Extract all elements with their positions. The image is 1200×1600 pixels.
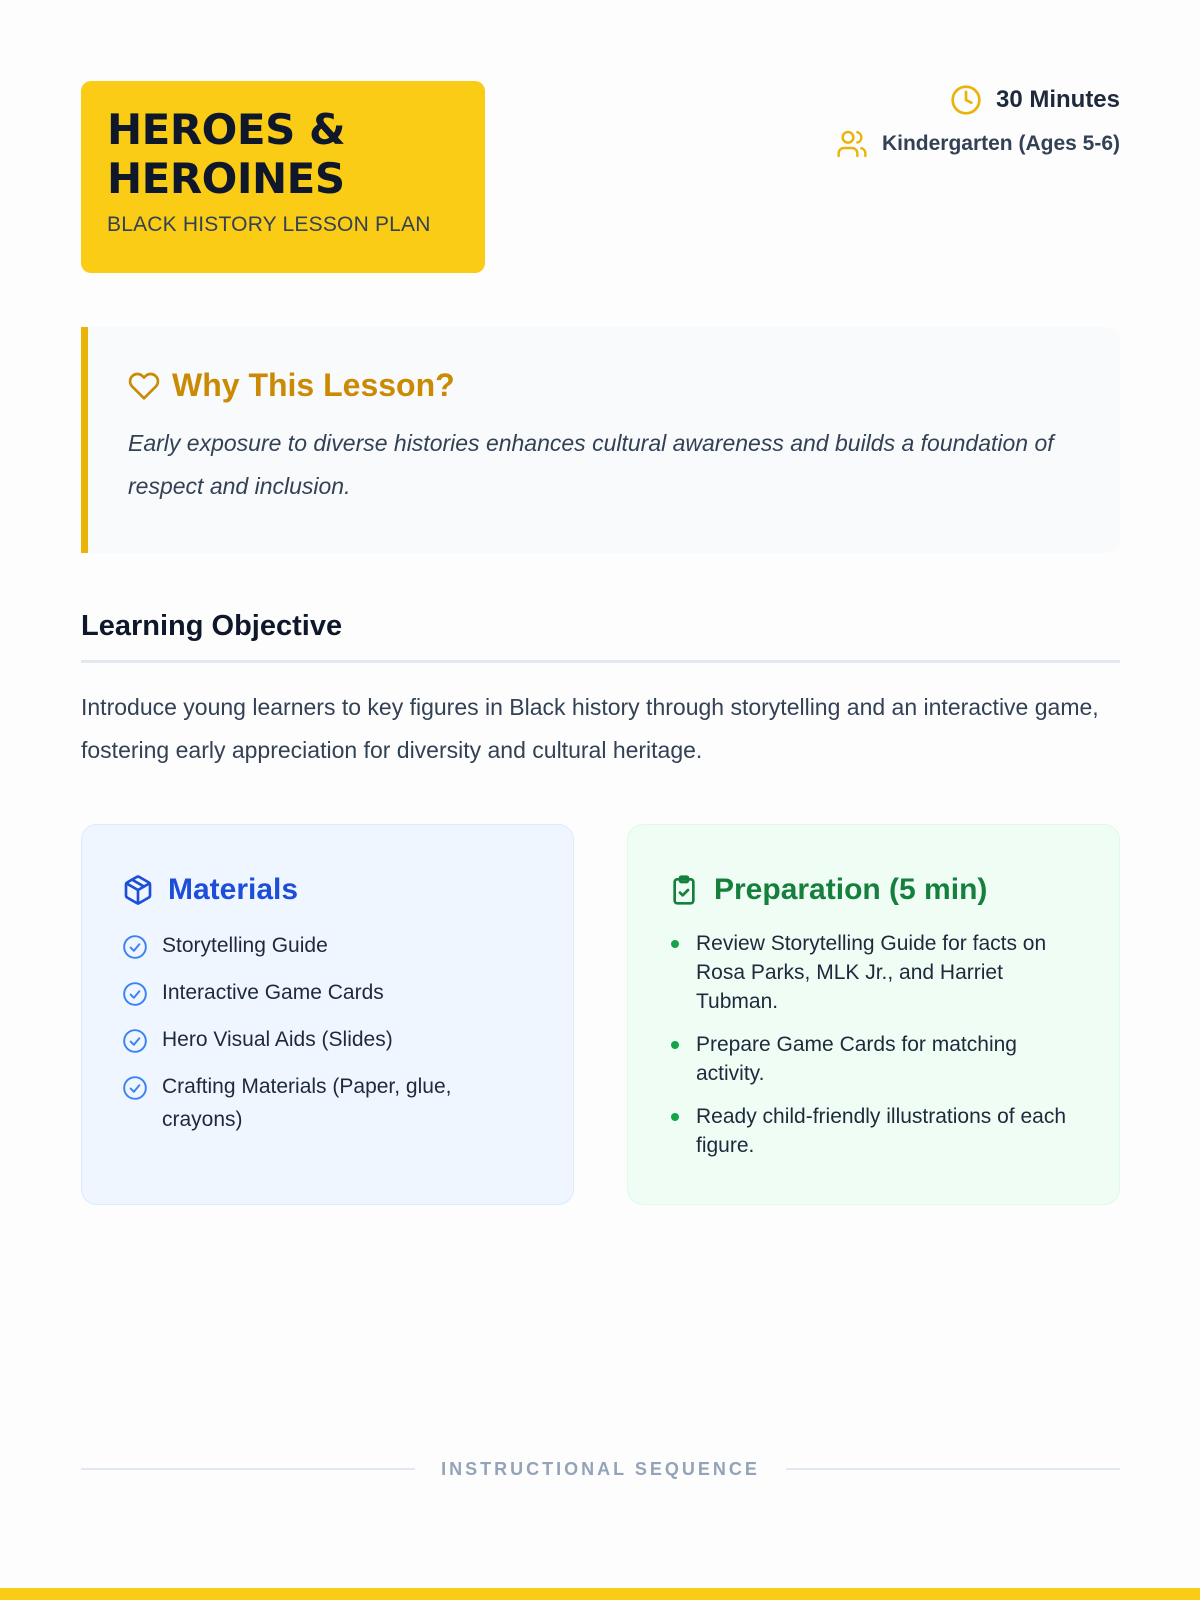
lesson-meta <box>836 84 1120 160</box>
divider-line-left <box>81 1468 415 1470</box>
materials-list <box>122 929 533 1136</box>
objective-text: Introduce young learners to key figures in Black history through storytelling and an interactive game, fostering early appreciation for diversity and cultural heritage. <box>81 694 1099 763</box>
lesson-title-line-1: HEROES & <box>107 105 346 154</box>
bullet-dot <box>671 1041 679 1049</box>
check-circle-icon <box>122 1028 148 1054</box>
preparation-list <box>668 929 1079 1160</box>
grade-text: Kindergarten (Ages 5-6) <box>881 132 1120 155</box>
bullet-dot <box>671 940 679 948</box>
objective-divider <box>81 660 1120 663</box>
material-text: Crafting Materials (Paper, glue, crayons) <box>162 1075 452 1131</box>
check-circle-icon <box>122 981 148 1007</box>
list-item <box>668 929 1079 1016</box>
material-text: Interactive Game Cards <box>162 981 384 1004</box>
bottom-accent-bar <box>0 1588 1200 1600</box>
sequence-label: INSTRUCTIONAL SEQUENCE <box>441 1458 760 1479</box>
divider-line-right <box>786 1468 1120 1470</box>
grade-row <box>836 128 1120 160</box>
bullet-dot <box>671 1113 679 1121</box>
title-box <box>81 81 485 273</box>
check-circle-icon <box>122 1075 148 1101</box>
heart-icon <box>128 370 160 402</box>
material-text: Storytelling Guide <box>162 934 328 957</box>
lesson-plan-page <box>81 0 1120 1600</box>
preparation-card <box>627 824 1120 1205</box>
preparation-text: Review Storytelling Guide for facts on Rosa Parks, MLK Jr., and Harriet Tubman. <box>696 932 1047 1013</box>
clock-icon <box>950 84 982 116</box>
materials-header <box>122 869 533 911</box>
materials-title: Materials <box>168 873 299 906</box>
materials-card <box>81 824 574 1205</box>
duration-text: 30 Minutes <box>995 86 1120 113</box>
instructional-sequence-divider <box>81 1454 1120 1484</box>
clipboard-check-icon <box>668 874 700 906</box>
objective-title: Learning Objective <box>81 610 343 642</box>
preparation-header <box>668 869 1079 911</box>
list-item <box>122 929 533 962</box>
list-item <box>122 1070 533 1136</box>
lesson-title-line-2: HEROINES <box>107 154 345 203</box>
package-icon <box>122 874 154 906</box>
why-this-lesson-card <box>81 327 1120 553</box>
users-icon <box>836 128 868 160</box>
list-item <box>668 1102 1079 1160</box>
why-text: Early exposure to diverse histories enhances cultural awareness and builds a foundation of respect and inclusion. <box>128 430 1054 499</box>
preparation-text: Ready child-friendly illustrations of each figure. <box>696 1105 1067 1157</box>
list-item <box>122 976 533 1009</box>
why-header <box>128 367 1080 404</box>
why-title: Why This Lesson? <box>172 367 455 403</box>
lesson-subtitle: BLACK HISTORY LESSON PLAN <box>107 213 431 236</box>
list-item <box>668 1030 1079 1088</box>
lesson-title <box>107 105 459 203</box>
preparation-text: Prepare Game Cards for matching activity. <box>696 1033 1017 1085</box>
preparation-title: Preparation (5 min) <box>714 873 988 906</box>
material-text: Hero Visual Aids (Slides) <box>162 1028 393 1051</box>
list-item <box>122 1023 533 1056</box>
duration-row <box>836 84 1120 116</box>
check-circle-icon <box>122 934 148 960</box>
